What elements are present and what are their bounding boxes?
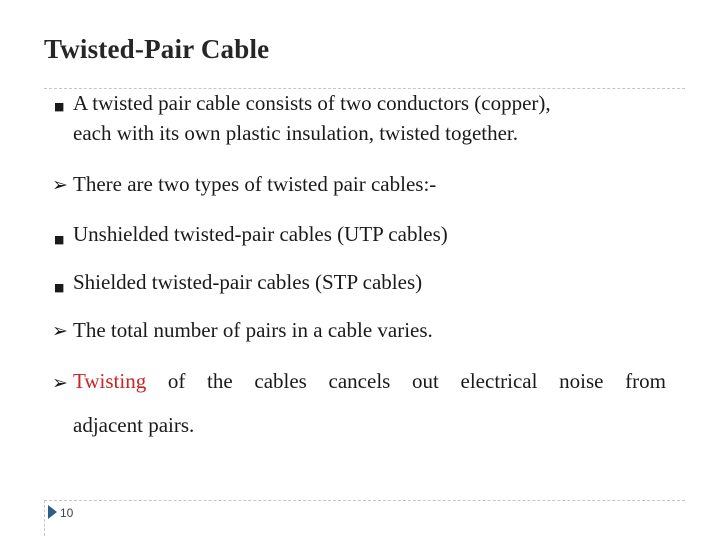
square-bullet-icon: ■ (54, 233, 65, 246)
bullet-4-text: Shielded twisted-pair cables (STP cables) (73, 270, 423, 294)
square-bullet-icon: ■ (54, 100, 65, 113)
bullet-1-text (73, 88, 551, 148)
footer-divider (44, 500, 685, 501)
bullet-2-text: There are two types of twisted pair cables:- (73, 172, 437, 196)
arrow-bullet-icon: ➢ (52, 174, 68, 196)
word: of (167, 369, 186, 393)
bullet-1-line-1: A twisted pair cable consists of two conductors (copper), (73, 91, 551, 115)
word: the (207, 369, 233, 393)
bullet-6-text (73, 366, 666, 440)
bullet-6-line-1 (73, 366, 666, 396)
square-bullet-icon: ■ (54, 281, 65, 294)
footer-left-rule (44, 500, 45, 536)
bullet-3-text: Unshielded twisted-pair cables (UTP cables) (73, 222, 448, 246)
page-number: 10 (60, 506, 74, 520)
bullet-6-line-2: adjacent pairs. (73, 413, 195, 437)
slide-title: Twisted-Pair Cable (44, 34, 270, 64)
word: from (625, 369, 666, 393)
arrow-bullet-icon: ➢ (52, 372, 68, 394)
word: out (412, 369, 439, 393)
bullet-1-line-2: each with its own plastic insulation, twisted together. (73, 121, 519, 145)
word: cables (254, 369, 307, 393)
bullet-5-text: The total number of pairs in a cable varies. (73, 318, 433, 342)
word: electrical (460, 369, 538, 393)
word: cancels (328, 369, 391, 393)
arrow-bullet-icon: ➢ (52, 320, 68, 342)
word: noise (559, 369, 604, 393)
page-marker-icon (48, 505, 57, 519)
highlight-word: Twisting (73, 369, 147, 393)
